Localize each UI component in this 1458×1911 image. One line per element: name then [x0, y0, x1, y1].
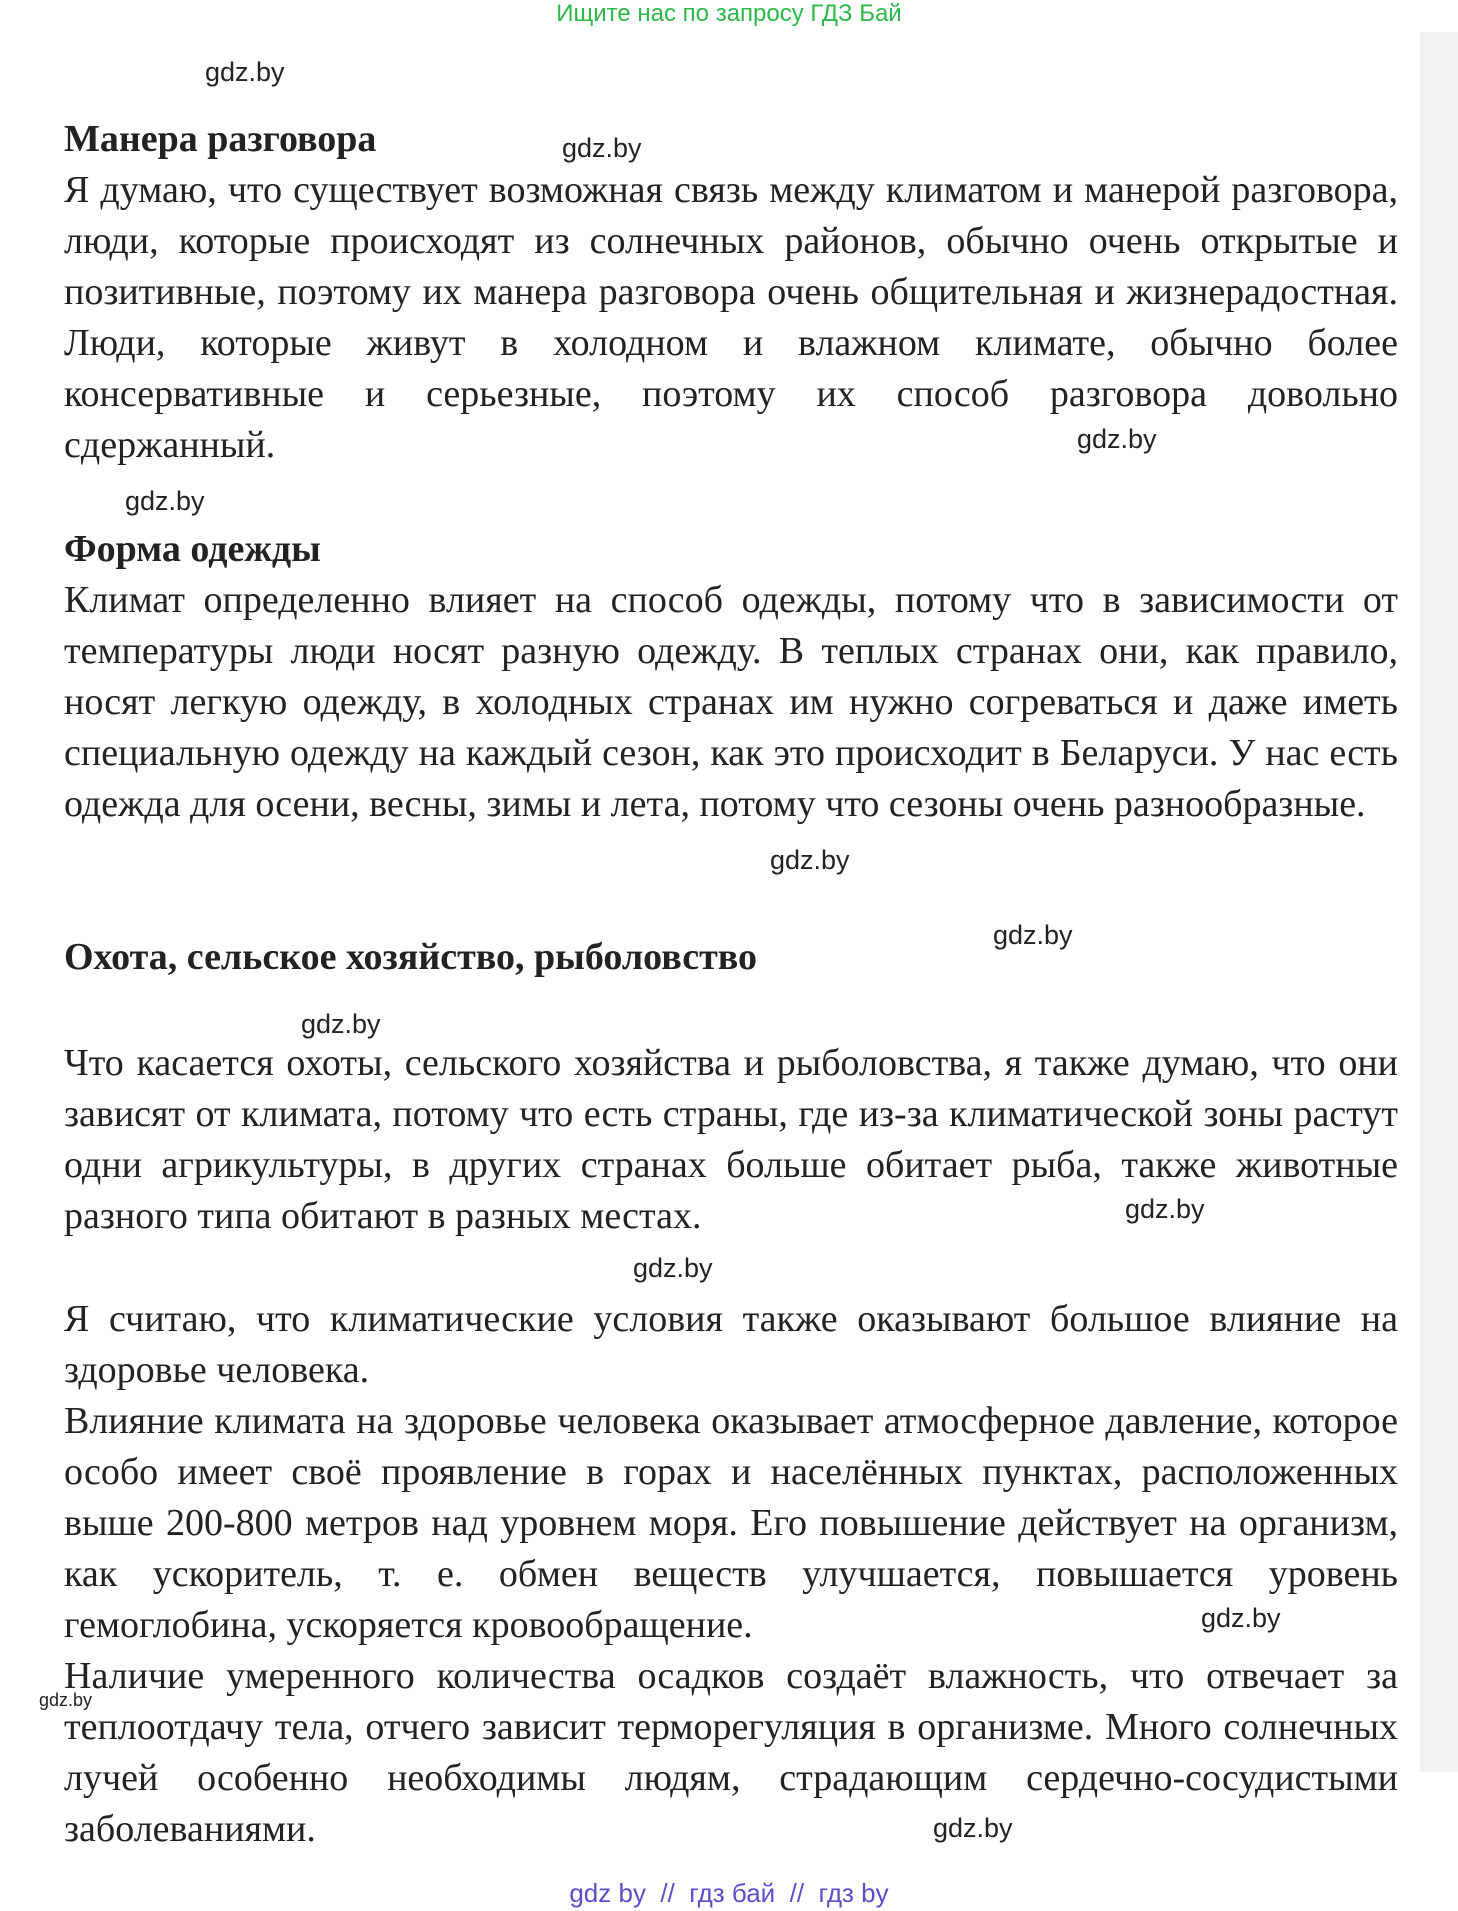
- top-banner[interactable]: Ищите нас по запросу ГДЗ Бай: [556, 0, 902, 27]
- right-margin-strip: [1420, 32, 1458, 1772]
- watermark: gdz.by: [125, 486, 205, 516]
- section-heading-hunting: Охота, сельское хозяйство, рыболовство: [64, 936, 757, 978]
- section-heading-clothing: Форма одежды: [64, 528, 321, 570]
- paragraph-health-intro: Я считаю, что климатические условия также оказывают большое влияние на здоровье человека.: [64, 1298, 1398, 1391]
- watermark: gdz.by: [1201, 1603, 1281, 1633]
- watermark: gdz.by: [633, 1253, 713, 1283]
- paragraph-clothing: Климат определенно влияет на способ одежды, потому что в зависимости от температуры люди носят разную одежду. В теплых странах они, как правило, носят легкую одежду, в холодных странах им нужно согреваться и даже иметь специальную одежду на каждый сезон, как это происходит в Беларуси. У нас есть одежда для осени, весны, зимы и лета, потому что сезоны очень разнообразные.: [64, 579, 1398, 825]
- watermark: gdz.by: [562, 133, 642, 163]
- paragraph-pressure: Влияние климата на здоровье человека оказывает атмосферное давление, которое особо имеет своё проявление в горах и населённых пунктах, расположенных выше 200-800 метров над уровнем моря. Его повышение действует на организм, как ускоритель, т. е. обмен веществ улучшается, повышается уровень гемоглобина, ускоряется кровообращение.: [64, 1400, 1398, 1646]
- watermark: gdz.by: [933, 1813, 1013, 1843]
- watermark: gdz.by: [39, 1690, 93, 1710]
- paragraph-hunting: Что касается охоты, сельского хозяйства и рыболовства, я также думаю, что они зависят от климата, потому что есть страны, где из-за климатической зоны растут одни агрикультуры, в других странах больше обитает рыба, также животные разного типа обитают в разных местах.: [64, 1042, 1398, 1237]
- watermark: gdz.by: [770, 845, 850, 875]
- paragraph-precipitation: Наличие умеренного количества осадков создаёт влажность, что отвечает за теплоотдачу тела, отчего зависит терморегуляция в организме. Много солнечных лучей особенно необходимы людям, страдающим сердечно-сосудистыми заболеваниями.: [64, 1655, 1398, 1850]
- footer-links[interactable]: gdz by // гдз бай // гдз by: [569, 1878, 889, 1908]
- section-heading-conversation: Манера разговора: [64, 118, 377, 160]
- paragraph-conversation: Я думаю, что существует возможная связь между климатом и манерой разговора, люди, которые происходят из солнечных районов, обычно очень открытые и позитивные, поэтому их манера разговора очень общительная и жизнерадостная. Люди, которые живут в холодном и влажном климате, обычно более консервативные и серьезные, поэтому их способ разговора довольно сдержанный.: [64, 169, 1398, 466]
- watermark: gdz.by: [301, 1009, 381, 1039]
- watermark: gdz.by: [1077, 424, 1157, 454]
- watermark: gdz.by: [205, 57, 285, 87]
- watermark: gdz.by: [993, 920, 1073, 950]
- watermark: gdz.by: [1125, 1194, 1205, 1224]
